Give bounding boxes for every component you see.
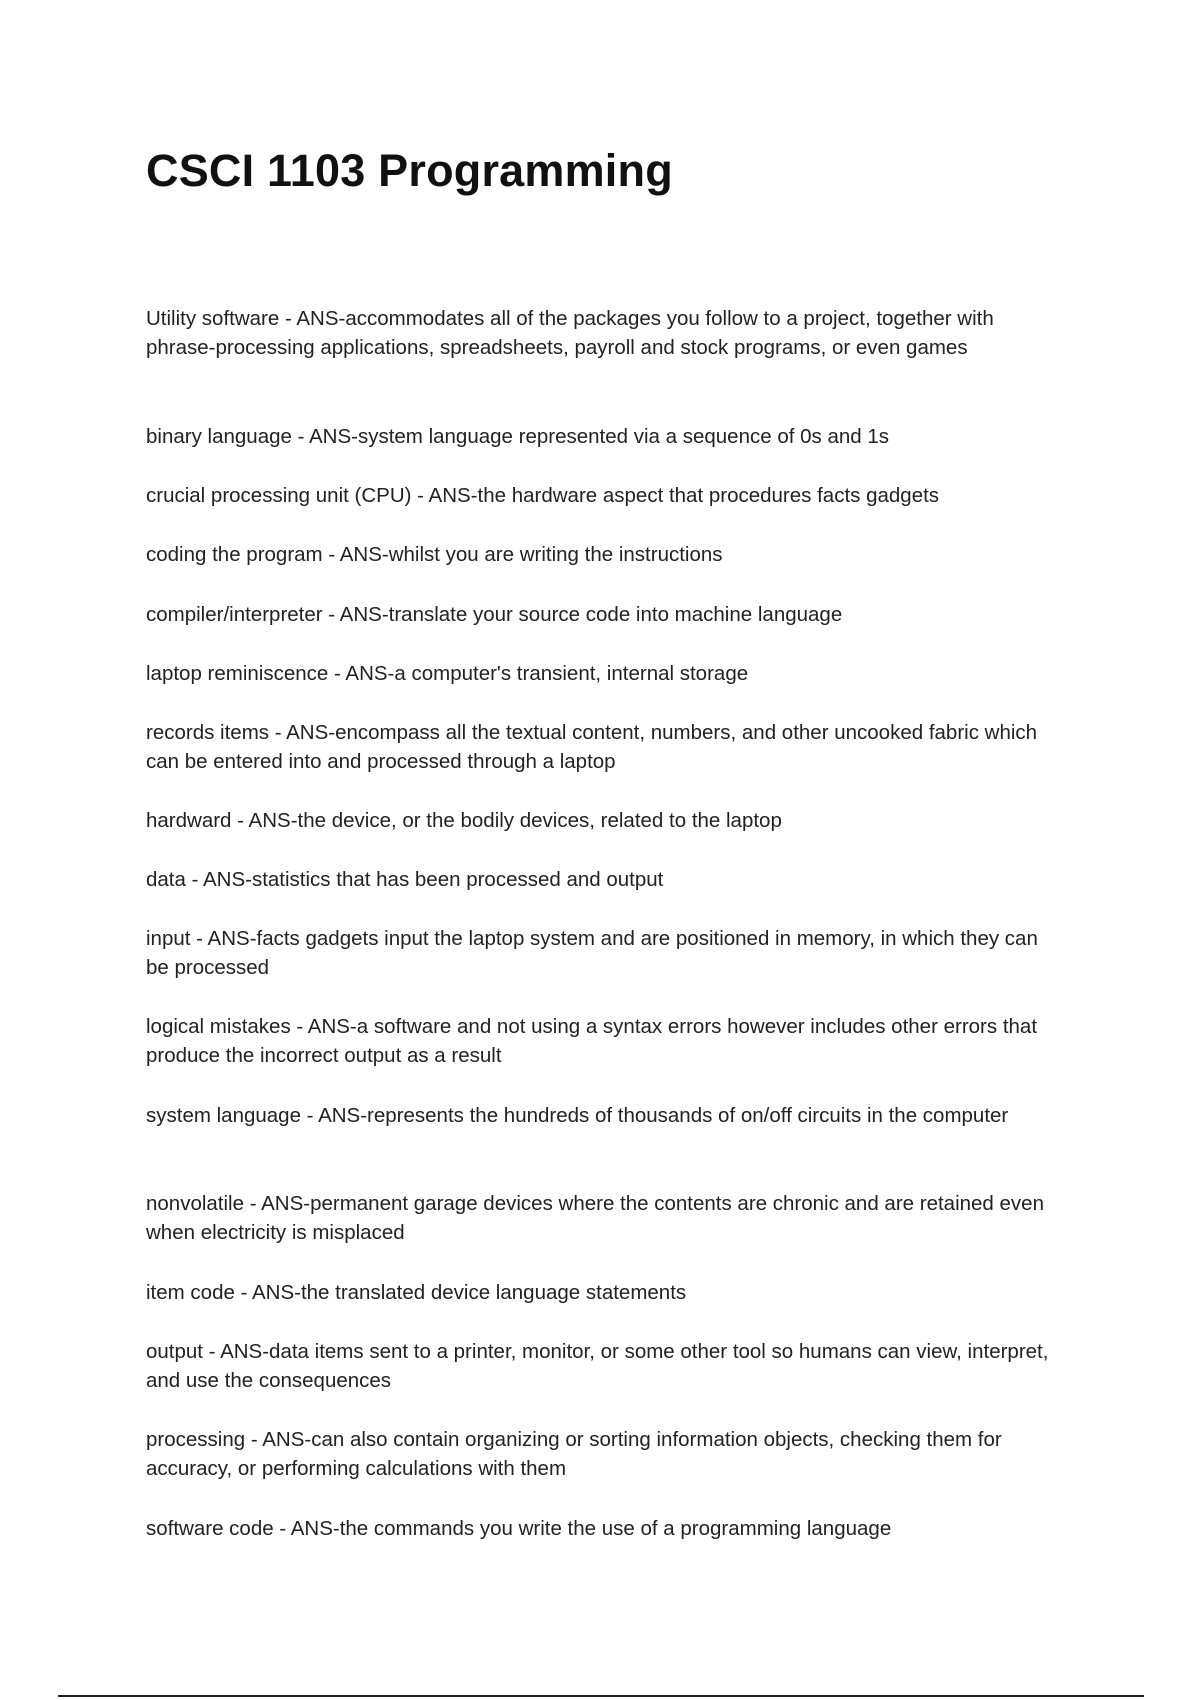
definition-entry: software code - ANS-the commands you write the use of a programming language: [146, 1517, 892, 1540]
definition-entry: output - ANS-data items sent to a printer, monitor, or some other tool so humans can view, interpret, and use the consequences: [146, 1340, 1049, 1392]
definition-entry: hardward - ANS-the device, or the bodily devices, related to the laptop: [146, 809, 782, 832]
definition-entry: data - ANS-statistics that has been processed and output: [146, 868, 664, 891]
definition-entry: Utility software - ANS-accommodates all of the packages you follow to a project, together with phrase-processing applications, spreadsheets, payroll and stock programs, or even games: [146, 307, 994, 359]
definition-entry: binary language - ANS-system language represented via a sequence of 0s and 1s: [146, 425, 890, 448]
definition-entry: processing - ANS-can also contain organizing or sorting information objects, checking them for accuracy, or performing calculations with them: [146, 1428, 1002, 1480]
definition-entry: nonvolatile - ANS-permanent garage devices where the contents are chronic and are retained even when electricity is misplaced: [146, 1192, 1044, 1244]
definition-entry: system language - ANS-represents the hundreds of thousands of on/off circuits in the computer: [146, 1104, 1009, 1127]
definition-entry: coding the program - ANS-whilst you are writing the instructions: [146, 543, 723, 566]
definition-entry: input - ANS-facts gadgets input the laptop system and are positioned in memory, in which they can be processed: [146, 927, 1038, 979]
page-title: CSCI 1103 Programming: [146, 145, 673, 196]
definition-entry: crucial processing unit (CPU) - ANS-the hardware aspect that procedures facts gadgets: [146, 484, 940, 507]
definition-entry: compiler/interpreter - ANS-translate your source code into machine language: [146, 603, 843, 626]
definition-entry: logical mistakes - ANS-a software and not using a syntax errors however includes other errors that produce the incorrect output as a result: [146, 1015, 1038, 1067]
definition-entry: laptop reminiscence - ANS-a computer's transient, internal storage: [146, 662, 749, 685]
definition-entry: records items - ANS-encompass all the textual content, numbers, and other uncooked fabric which can be entered into and processed through a laptop: [146, 721, 1038, 773]
definition-entry: item code - ANS-the translated device language statements: [146, 1281, 687, 1304]
page-bottom-divider: [58, 1695, 1144, 1697]
